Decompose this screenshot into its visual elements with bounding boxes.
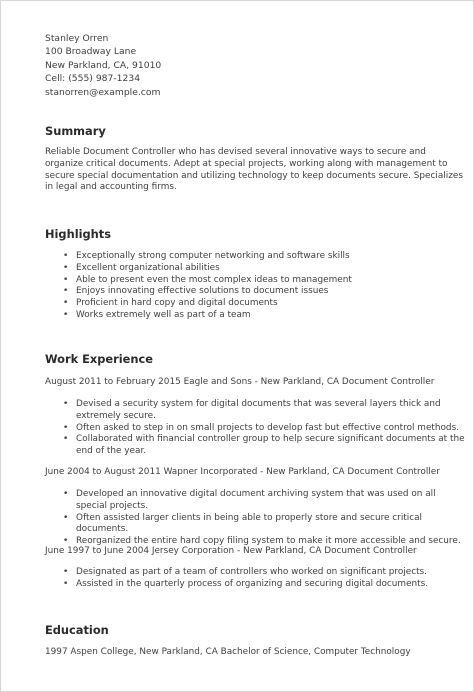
contact-block xyxy=(45,32,161,99)
list-item: • Often asked to step in on small projects to develop fast but effective control methods. xyxy=(63,423,465,435)
education-text: 1997 Aspen College, New Parkland, CA Bachelor of Science, Computer Technology xyxy=(45,647,411,657)
work-heading: Work Experience xyxy=(45,352,153,366)
contact-address: 100 Broadway Lane xyxy=(45,46,137,58)
list-item: • Devised a security system for digital documents that was several layers thick and extremely secure. xyxy=(63,399,465,423)
contact-city: New Parkland, CA, 91010 xyxy=(45,59,162,71)
list-item: • Exceptionally strong computer networking and software skills xyxy=(63,251,463,263)
list-item: • Able to present even the most complex ideas to management xyxy=(63,275,463,287)
job-header: June 2004 to August 2011 Wapner Incorporated - New Parkland, CA Document Controller xyxy=(45,467,440,477)
list-item: • Often assisted larger clients in being able to properly store and secure critical documents. xyxy=(63,513,465,537)
job-duties-list xyxy=(63,489,465,548)
job-header: June 1997 to June 2004 Jersey Corporation - New Parkland, CA Document Controller xyxy=(45,546,417,556)
job-duties-list xyxy=(63,567,465,591)
list-item: • Excellent organizational abilities xyxy=(63,263,463,275)
job-duties-list xyxy=(63,399,465,458)
list-item: • Proficient in hard copy and digital documents xyxy=(63,298,463,310)
summary-heading: Summary xyxy=(45,124,106,138)
highlights-heading: Highlights xyxy=(45,227,111,241)
list-item: • Enjoys innovating effective solutions to document issues xyxy=(63,286,463,298)
list-item: • Assisted in the quarterly process of organizing and securing digital documents. xyxy=(63,579,465,591)
highlights-list xyxy=(63,251,463,322)
summary-text: Reliable Document Controller who has devised several innovative ways to secure and organize critical documents. Adept at special projects, working along with management to secure special documentation and utilizing technology to keep documents secure. Specializes in legal and accounting firms. xyxy=(45,147,463,193)
job-header: August 2011 to February 2015 Eagle and Sons - New Parkland, CA Document Controller xyxy=(45,377,435,387)
contact-name: Stanley Orren xyxy=(45,33,109,44)
list-item: • Developed an innovative digital document archiving system that was used on all special projects. xyxy=(63,489,465,513)
list-item: • Designated as part of a team of controllers who worked on significant projects. xyxy=(63,567,465,579)
contact-cell: Cell: (555) 987-1234 xyxy=(45,73,141,85)
list-item: • Works extremely well as part of a team xyxy=(63,310,463,322)
list-item: • Collaborated with financial controller group to help secure significant documents at the end of the year. xyxy=(63,434,465,458)
education-heading: Education xyxy=(45,623,109,637)
contact-email: stanorren@example.com xyxy=(45,86,161,98)
list-item: • Reorganized the entire hard copy filing system to make it more accessible and secure. xyxy=(63,536,465,548)
